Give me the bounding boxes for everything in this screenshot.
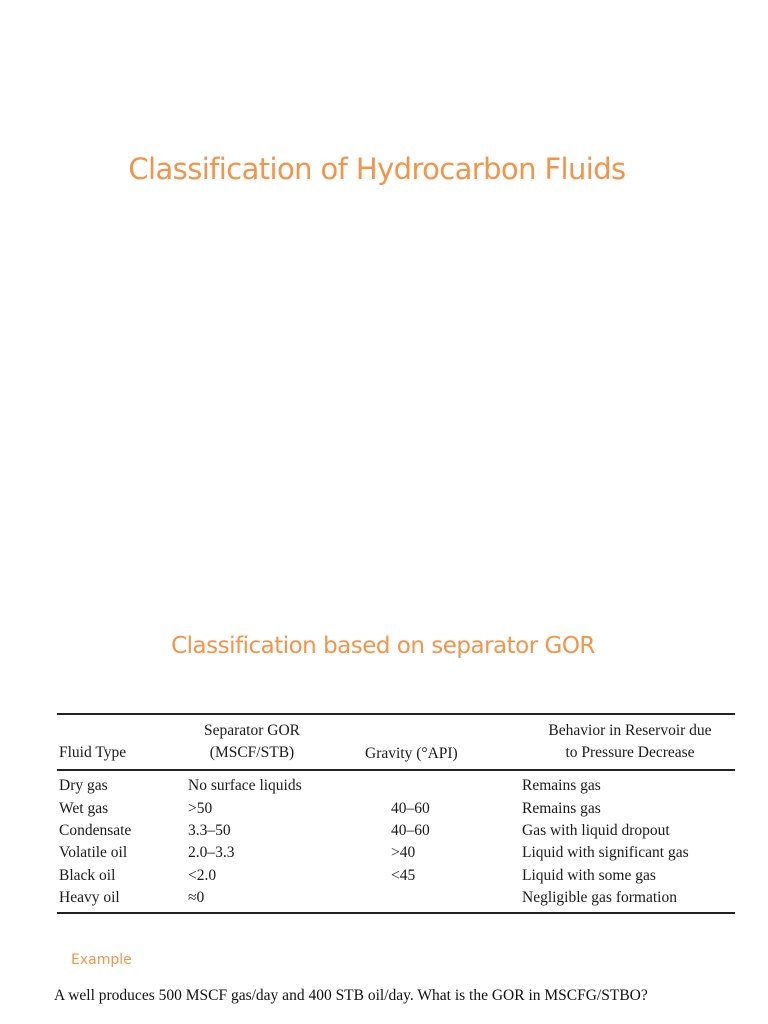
header-fluid-type: Fluid Type — [59, 744, 127, 761]
cell-behavior: Negligible gas formation — [522, 889, 677, 906]
cell-behavior: Remains gas — [522, 777, 601, 794]
cell-fluid: Volatile oil — [59, 844, 128, 861]
cell-gor: 2.0–3.3 — [188, 844, 235, 861]
cell-fluid: Condensate — [59, 822, 132, 839]
table-top-rule — [57, 713, 735, 715]
cell-gor: >50 — [188, 800, 213, 817]
cell-behavior: Liquid with significant gas — [522, 844, 689, 861]
cell-gravity: >40 — [391, 844, 416, 861]
header-gravity: Gravity (°API) — [365, 745, 458, 762]
table-bottom-rule — [57, 912, 735, 914]
cell-behavior: Liquid with some gas — [522, 867, 656, 884]
cell-gor: No surface liquids — [188, 777, 302, 794]
table-header-rule — [57, 769, 735, 771]
cell-gravity: 40–60 — [391, 800, 430, 817]
cell-behavior: Remains gas — [522, 800, 601, 817]
slide-title: Classification of Hydrocarbon Fluids — [128, 152, 626, 186]
cell-gor: ≈0 — [188, 889, 205, 906]
example-question: A well produces 500 MSCF gas/day and 400 STB oil/day. What is the GOR in MSCFG/STBO? — [54, 987, 648, 1004]
cell-gor: <2.0 — [188, 867, 217, 884]
cell-gravity: 40–60 — [391, 822, 430, 839]
cell-fluid: Black oil — [59, 867, 116, 884]
header-gor-line1: Separator GOR — [204, 722, 300, 739]
cell-gravity: <45 — [391, 867, 416, 884]
cell-gor: 3.3–50 — [188, 822, 231, 839]
cell-fluid: Heavy oil — [59, 889, 120, 906]
example-label: Example — [71, 952, 132, 968]
cell-fluid: Wet gas — [59, 800, 109, 817]
header-gor-line2: (MSCF/STB) — [209, 744, 295, 761]
cell-behavior: Gas with liquid dropout — [522, 822, 670, 839]
table-heading: Classification based on separator GOR — [171, 633, 595, 659]
header-behavior-line2: to Pressure Decrease — [565, 744, 695, 761]
header-behavior-line1: Behavior in Reservoir due — [548, 722, 712, 739]
cell-fluid: Dry gas — [59, 777, 108, 794]
